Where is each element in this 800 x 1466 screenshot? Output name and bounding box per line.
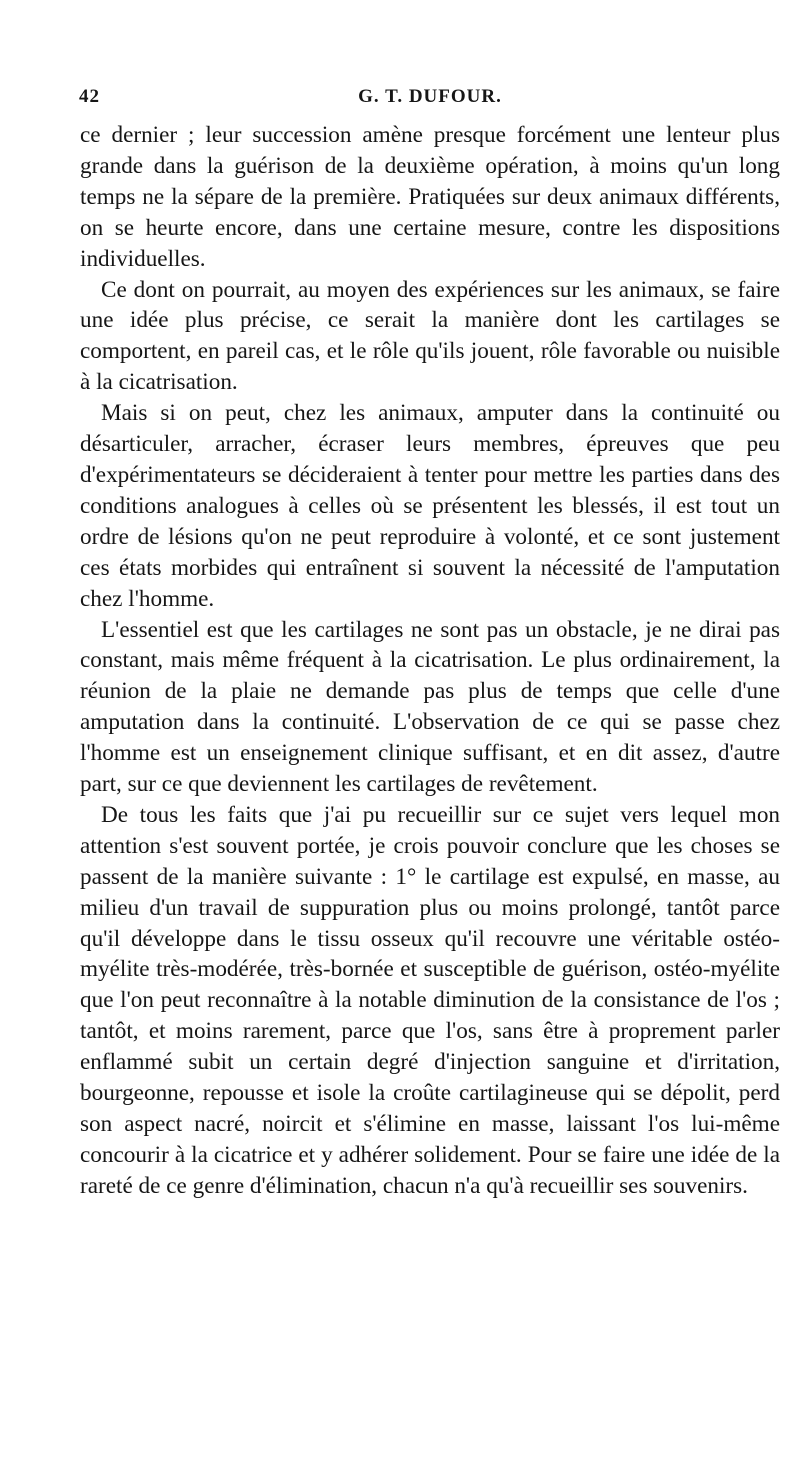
running-title-author: G. T. DUFOUR.: [358, 86, 502, 107]
paragraph: Ce dont on pourrait, au moyen des expériences sur les animaux, se faire une idée plus précise, ce serait la manière dont les cartilages se comportent, en pareil cas, et le rôle qu'ils jouent, rôle favorable ou nuisible à la cicatrisation.: [80, 276, 780, 396]
paragraph: L'essentiel est que les cartilages ne sont pas un obstacle, je ne dirai pas constant, mais même fréquent à la cicatrisation. Le plus ordinairement, la réunion de la plaie ne demande pas plus de temps que celle d'une amputation dans la continuité. L'observation de ce qui se passe chez l'homme est un enseignement clinique suffisant, et en dit assez, d'autre part, sur ce que deviennent les cartilages de revêtement.: [80, 616, 780, 798]
paragraph: De tous les faits que j'ai pu recueillir sur ce sujet vers lequel mon attention s'est souvent portée, je crois pouvoir conclure que les choses se passent de la manière suivante : 1° le cartilage est expulsé, en masse, au milieu d'un travail de suppuration plus ou moins prolongé, tantôt parce qu'il développe dans le tissu osseux qu'il recouvre une véritable ostéo-myélite très-modérée, très-bornée et susceptible de guérison, ostéo-myélite que l'on peut reconnaître à la notable diminution de la consistance de l'os ; tantôt, et moins rarement, parce que l'os, sans être à proprement parler enflammé subit un certain degré d'injection sanguine et d'irritation, bourgeonne, repousse et isole la croûte cartilagineuse qui se dépolit, perd son aspect nacré, noircit et s'élimine en masse, laissant l'os lui-même concourir à la cicatrice et y adhérer solidement. Pour se faire une idée de la rareté de ce genre d'élimination, chacun n'a qu'à recueillir ses souvenirs.: [80, 801, 780, 1199]
body-text: [80, 120, 780, 1202]
paragraph-continuation: ce dernier ; leur succession amène presque forcément une lenteur plus grande dans la guérison de la deuxième opération, à moins qu'un long temps ne la sépare de la première. Pratiquées sur deux animaux différents, on se heurte encore, dans une certaine mesure, contre les dispositions individuelles.: [80, 122, 780, 272]
paragraph: Mais si on peut, chez les animaux, amputer dans la continuité ou désarticuler, arracher, écraser leurs membres, épreuves que peu d'expérimentateurs se décideraient à tenter pour mettre les parties dans des conditions analogues à celles où se présentent les blessés, il est tout un ordre de lésions qu'on ne peut reproduire à volonté, et ce sont justement ces états morbides qui entraînent si souvent la nécessité de l'amputation chez l'homme.: [80, 400, 780, 612]
page-number: 42: [79, 86, 100, 107]
running-head: [80, 86, 780, 120]
page: [80, 86, 780, 1456]
